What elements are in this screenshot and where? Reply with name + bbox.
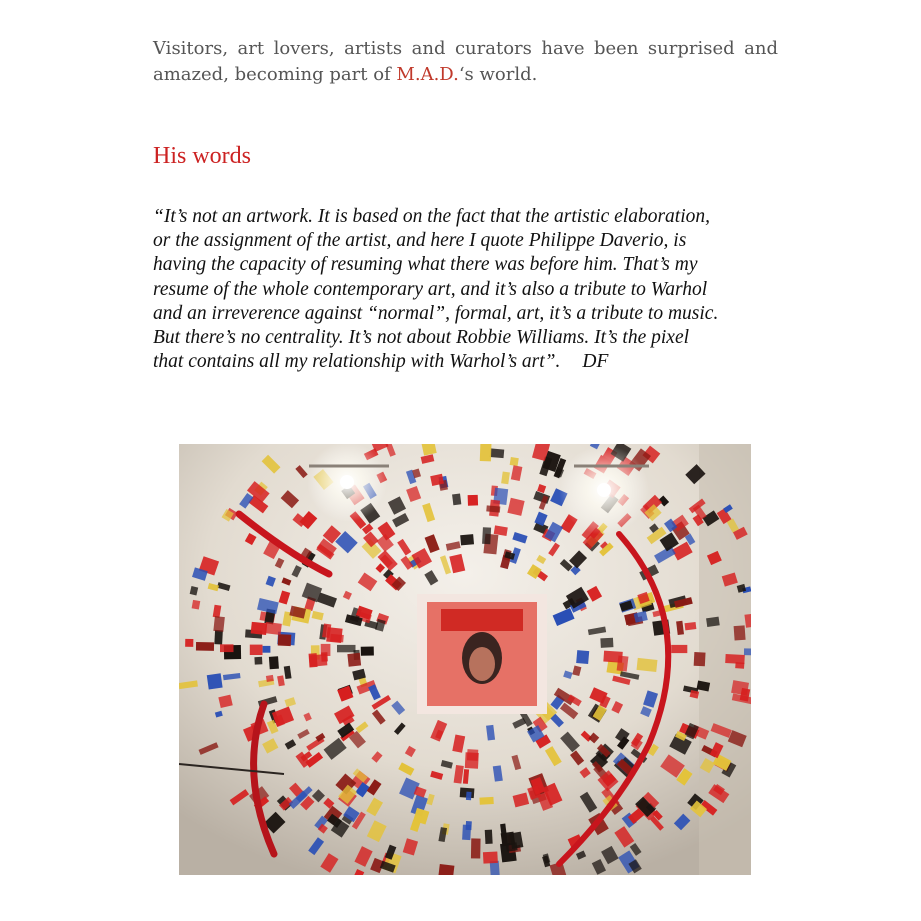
artwork-illustration <box>179 444 751 875</box>
paint-dab <box>490 448 504 458</box>
lamp-bulb-left <box>340 475 354 489</box>
paint-dab <box>483 852 498 864</box>
intro-text-before: Visitors, art lovers, artists and curators have been surprised and amazed, becoming part of <box>153 38 778 85</box>
paint-dab <box>462 825 471 841</box>
paint-dab <box>735 662 744 669</box>
paint-dab <box>637 658 658 672</box>
intro-text-after: ‘s world. <box>458 64 538 85</box>
paint-dab <box>576 650 589 664</box>
section-heading: His words <box>153 143 252 169</box>
paint-dab <box>347 653 361 667</box>
quote-line: or the assignment of the artist, and here I quote Philippe Daverio, is <box>153 230 687 252</box>
quote-line: having the capacity of resuming what there was before him. That’s my <box>153 254 698 276</box>
paint-dab <box>196 642 214 651</box>
paint-dab <box>485 830 493 844</box>
paint-dab <box>220 644 234 652</box>
paint-dab <box>706 617 720 627</box>
quote-line: resume of the whole contemporary art, and it’s also a tribute to Warhol <box>153 278 708 300</box>
paint-dab <box>265 622 282 635</box>
paint-dab <box>480 444 492 461</box>
paint-dab <box>731 680 749 695</box>
paint-dab <box>600 638 613 648</box>
paint-dab <box>438 864 455 875</box>
paint-dab <box>309 654 327 667</box>
center-canvas-band <box>441 609 523 631</box>
quote-line: and an irreverence against “normal”, formal, art, it’s a tribute to music. <box>153 302 719 324</box>
intro-paragraph <box>153 36 778 88</box>
paint-dab <box>207 673 223 689</box>
paint-dab <box>337 645 356 652</box>
paint-dab <box>671 645 687 653</box>
quote-line: “It’s not an artwork. It is based on the fact that the artistic elaboration, <box>153 206 711 227</box>
paint-dab <box>361 646 374 655</box>
paint-dab <box>466 792 472 801</box>
brand-name: M.A.D. <box>396 64 459 85</box>
paint-dab <box>694 652 706 666</box>
artist-quote <box>153 205 778 374</box>
paint-dab <box>213 616 224 632</box>
paint-dab <box>214 630 223 645</box>
artwork-photo <box>179 444 751 875</box>
paint-dab <box>486 505 500 512</box>
paint-dab <box>744 648 751 655</box>
paint-dab <box>452 494 461 506</box>
paint-dab <box>263 646 271 653</box>
paint-dab <box>250 645 263 655</box>
paint-dab <box>467 749 478 761</box>
quote-line-last <box>153 350 778 374</box>
paint-dab <box>254 657 262 665</box>
paint-dab <box>330 634 344 643</box>
paint-dab <box>266 675 274 682</box>
paint-dab <box>471 838 481 858</box>
quote-line-text: that contains all my relationship with Warhol’s art”. <box>153 351 561 373</box>
paint-dab <box>185 639 193 647</box>
paint-dab <box>734 625 746 640</box>
paint-dab <box>468 495 478 506</box>
quote-line: But there’s no centrality. It’s not about Robbie Williams. It’s the pixel <box>153 327 690 349</box>
paint-dab <box>479 797 493 805</box>
paint-dab <box>725 654 745 664</box>
quote-signature: DF <box>582 351 609 373</box>
paint-dab <box>482 527 491 544</box>
paint-dab <box>192 600 201 610</box>
paint-dab <box>278 634 292 646</box>
portrait-skin <box>469 647 495 681</box>
paint-dab <box>269 656 279 669</box>
lamp-bulb-right <box>597 483 611 497</box>
paint-dab <box>603 651 622 663</box>
paint-dab <box>685 622 697 630</box>
paint-dab <box>510 457 519 466</box>
paint-dab <box>460 534 474 545</box>
